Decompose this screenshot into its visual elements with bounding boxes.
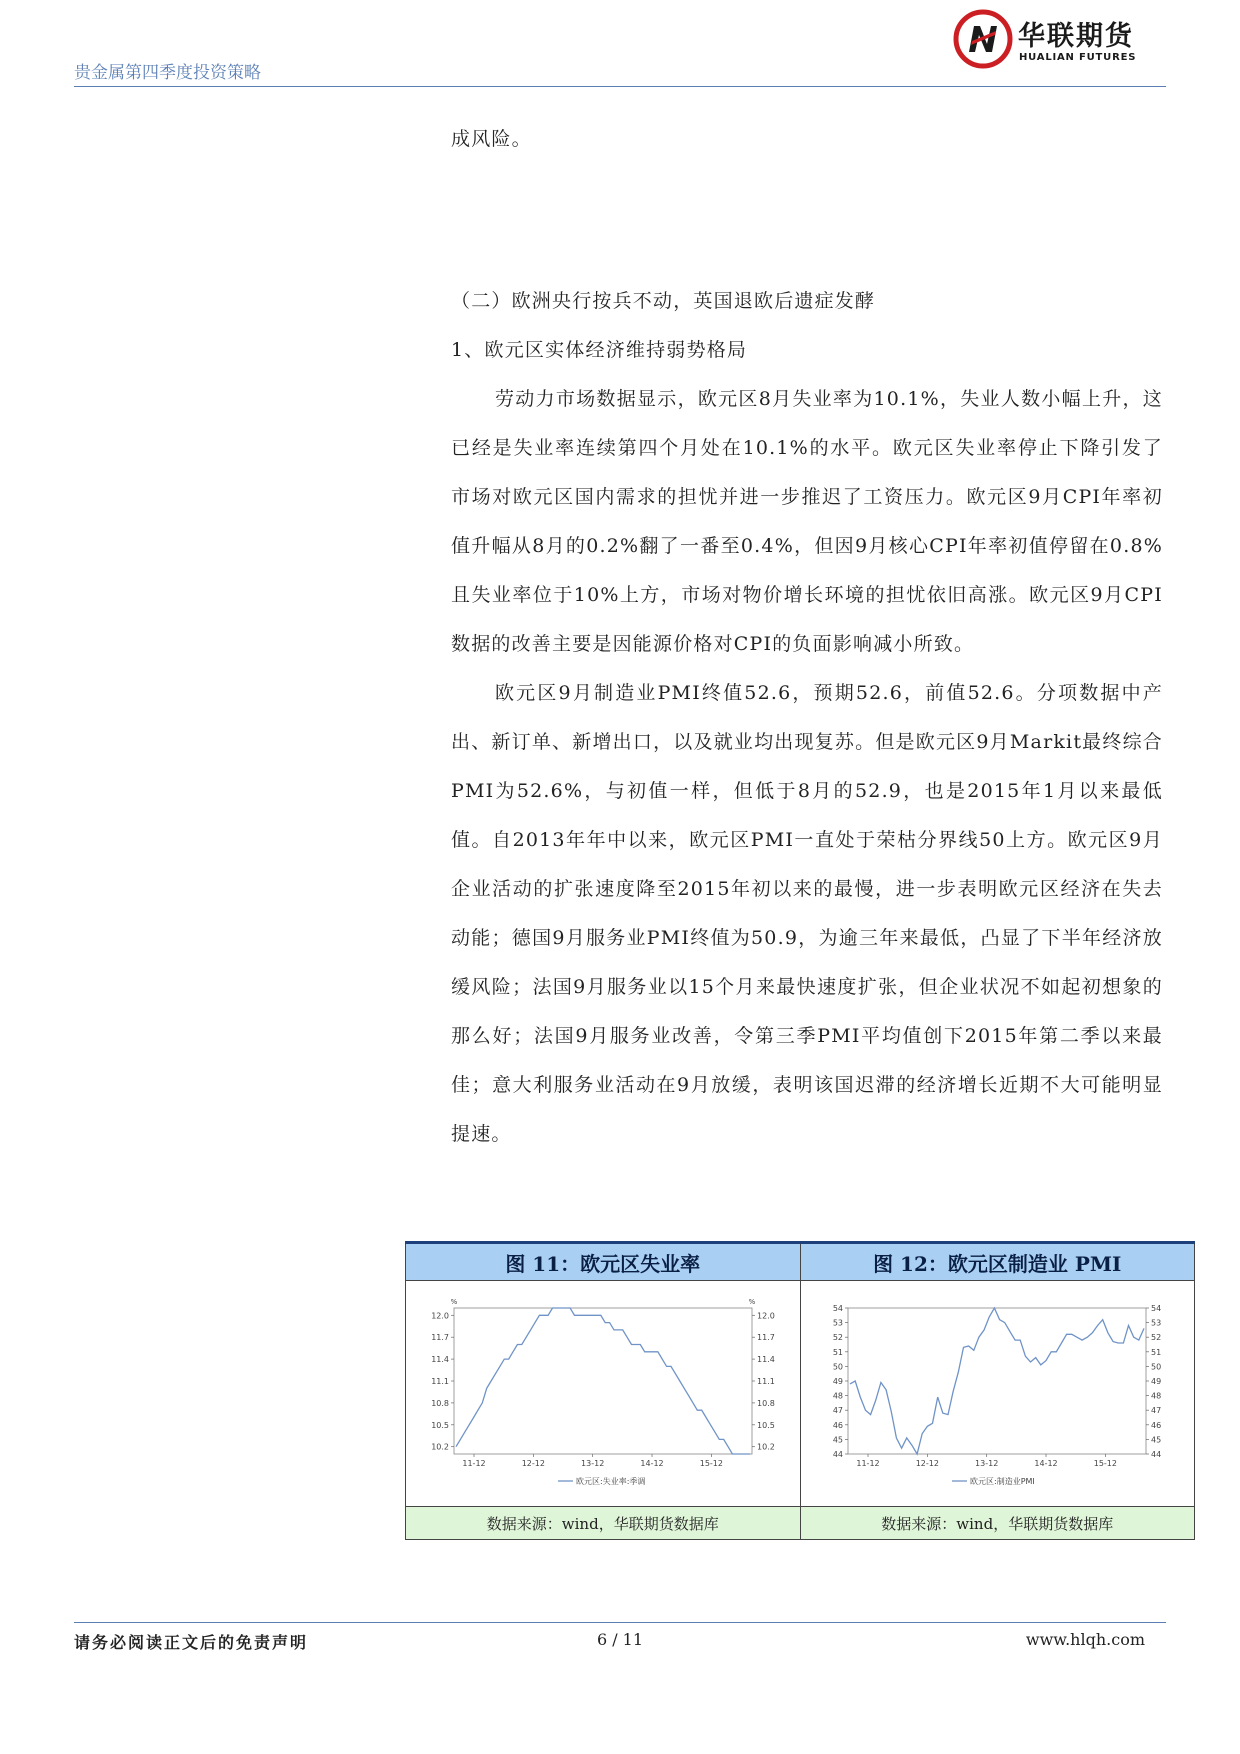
y-tick-label-left: 49 (833, 1377, 844, 1386)
y-tick-label-right: 44 (1151, 1450, 1162, 1459)
figure-12-title: 图 12：欧元区制造业 PMI (800, 1243, 1195, 1281)
y-tick-label-left: 10.8 (430, 1398, 449, 1408)
y-tick-label-right: 51 (1151, 1347, 1162, 1357)
legend-label: 欧元区:失业率:季调 (575, 1477, 646, 1486)
y-tick-label-right: 53 (1151, 1318, 1162, 1328)
y-tick-label-right: 49 (1151, 1377, 1162, 1386)
y-tick-label-left: 46 (833, 1420, 844, 1430)
series-line (850, 1308, 1144, 1454)
y-tick-label-left: 52 (833, 1333, 844, 1343)
y-tick-label-left: 11.4 (430, 1355, 449, 1365)
x-tick-label: 13-12 (580, 1459, 605, 1468)
y-tick-label-right: 46 (1151, 1420, 1162, 1430)
header-title: 贵金属第四季度投资策略 (74, 63, 261, 83)
paragraph-pmi: 欧元区9月制造业PMI终值52.6，预期52.6，前值52.6。分项数据中产出、新订单、新增出口，以及就业均出现复苏。但是欧元区9月Markit最终综合PMI为52.6%，与初值一样，但低于8月的52.9，也是2015年1月以来最低值。自2013年年中以来，欧元区PMI一直处于荣枯分界线50上方。欧元区9月企业活动的扩张速度降至2015年初以来的最慢，进一步表明欧元区经济在失去动能；德国9月服务业PMI终值为50.9，为逾三年来最低，凸显了下半年经济放缓风险；法国9月服务业以15个月来最快速度扩张，但企业状况不如起初想象的那么好；法国9月服务业改善，令第三季PMI平均值创下2015年第二季以来最佳；意大利服务业活动在9月放缓，表明该国迟滞的经济增长近期不大可能明显提速。 (451, 682, 1163, 1145)
page-number: 6 / 11 (596, 1630, 644, 1649)
y-tick-label-right: 10.5 (756, 1420, 775, 1430)
x-tick-label: 11-12 (462, 1459, 486, 1468)
y-tick-label-right: 11.1 (756, 1377, 775, 1386)
footer-disclaimer: 请务必阅读正文后的免责声明 (74, 1633, 309, 1652)
x-tick-label: 14-12 (640, 1459, 664, 1468)
legend-label: 欧元区:制造业PMI (970, 1477, 1036, 1486)
unit-label-right: % (748, 1298, 756, 1306)
y-tick-label-right: 50 (1151, 1362, 1162, 1372)
logo-text-cn: 华联期货 (1018, 21, 1134, 52)
y-tick-label-left: 50 (833, 1362, 844, 1372)
logo-mark-icon (952, 8, 1014, 70)
y-tick-label-left: 47 (833, 1406, 844, 1416)
plot-frame (454, 1308, 752, 1454)
section-heading: （二）欧洲央行按兵不动，英国退欧后遗症发酵 (451, 290, 876, 312)
y-tick-label-right: 47 (1151, 1406, 1162, 1416)
y-tick-label-left: 10.2 (430, 1442, 449, 1452)
y-tick-label-left: 10.5 (430, 1420, 449, 1430)
x-tick-label: 15-12 (1093, 1459, 1118, 1468)
sub-heading: 1、欧元区实体经济维持弱势格局 (451, 339, 748, 361)
company-logo (952, 8, 1152, 72)
y-tick-label-left: 48 (833, 1391, 844, 1401)
unemployment-chart (418, 1286, 788, 1501)
footer-divider (74, 1622, 1166, 1623)
unit-label-left: % (450, 1298, 458, 1306)
y-tick-label-right: 54 (1151, 1304, 1162, 1313)
paragraph-continuation: 成风险。 (451, 128, 532, 150)
y-tick-label-left: 44 (833, 1450, 844, 1459)
y-tick-label-right: 10.8 (756, 1398, 775, 1408)
figure-11-title: 图 11：欧元区失业率 (406, 1243, 801, 1281)
y-tick-label-left: 11.7 (430, 1333, 449, 1343)
y-tick-label-right: 11.4 (756, 1355, 775, 1365)
header-divider (74, 86, 1166, 87)
y-tick-label-left: 54 (833, 1304, 844, 1313)
x-tick-label: 13-12 (975, 1459, 999, 1468)
y-tick-label-right: 48 (1151, 1391, 1162, 1401)
y-tick-label-left: 11.1 (430, 1377, 449, 1386)
paragraph-unemployment: 劳动力市场数据显示，欧元区8月失业率为10.1%，失业人数小幅上升，这已经是失业率连续第四个月处在10.1%的水平。欧元区失业率停止下降引发了市场对欧元区国内需求的担忧并进一步推迟了工资压力。欧元区9月CPI年率初值升幅从8月的0.2%翻了一番至0.4%，但因9月核心CPI年率初值停留在0.8%且失业率位于10%上方，市场对物价增长环境的担忧依旧高涨。欧元区9月CPI数据的改善主要是因能源价格对CPI的负面影响减小所致。 (451, 388, 1163, 655)
plot-frame (848, 1308, 1146, 1454)
figure-12-source: 数据来源：wind，华联期货数据库 (800, 1507, 1195, 1540)
x-tick-label: 12-12 (521, 1459, 545, 1468)
footer-url[interactable]: www.hlqh.com (1025, 1630, 1145, 1649)
y-tick-label-right: 45 (1151, 1435, 1162, 1445)
series-line (456, 1308, 750, 1454)
figure-12-body (800, 1281, 1195, 1507)
y-tick-label-right: 12.0 (756, 1311, 775, 1321)
figure-11-source: 数据来源：wind，华联期货数据库 (406, 1507, 801, 1540)
y-tick-label-left: 45 (833, 1435, 844, 1445)
y-tick-label-right: 11.7 (756, 1333, 775, 1343)
logo-text-en: HUALIAN FUTURES (1019, 52, 1137, 63)
y-tick-label-right: 10.2 (756, 1442, 775, 1452)
figure-11-body (406, 1281, 801, 1507)
figure-table (405, 1241, 1195, 1540)
x-tick-label: 14-12 (1034, 1459, 1058, 1468)
y-tick-label-left: 51 (833, 1347, 844, 1357)
y-tick-label-right: 52 (1151, 1333, 1162, 1343)
x-tick-label: 12-12 (915, 1459, 940, 1468)
y-tick-label-left: 12.0 (430, 1311, 449, 1321)
pmi-chart (812, 1286, 1182, 1501)
x-tick-label: 11-12 (856, 1459, 880, 1468)
x-tick-label: 15-12 (699, 1459, 723, 1468)
y-tick-label-left: 53 (833, 1318, 844, 1328)
